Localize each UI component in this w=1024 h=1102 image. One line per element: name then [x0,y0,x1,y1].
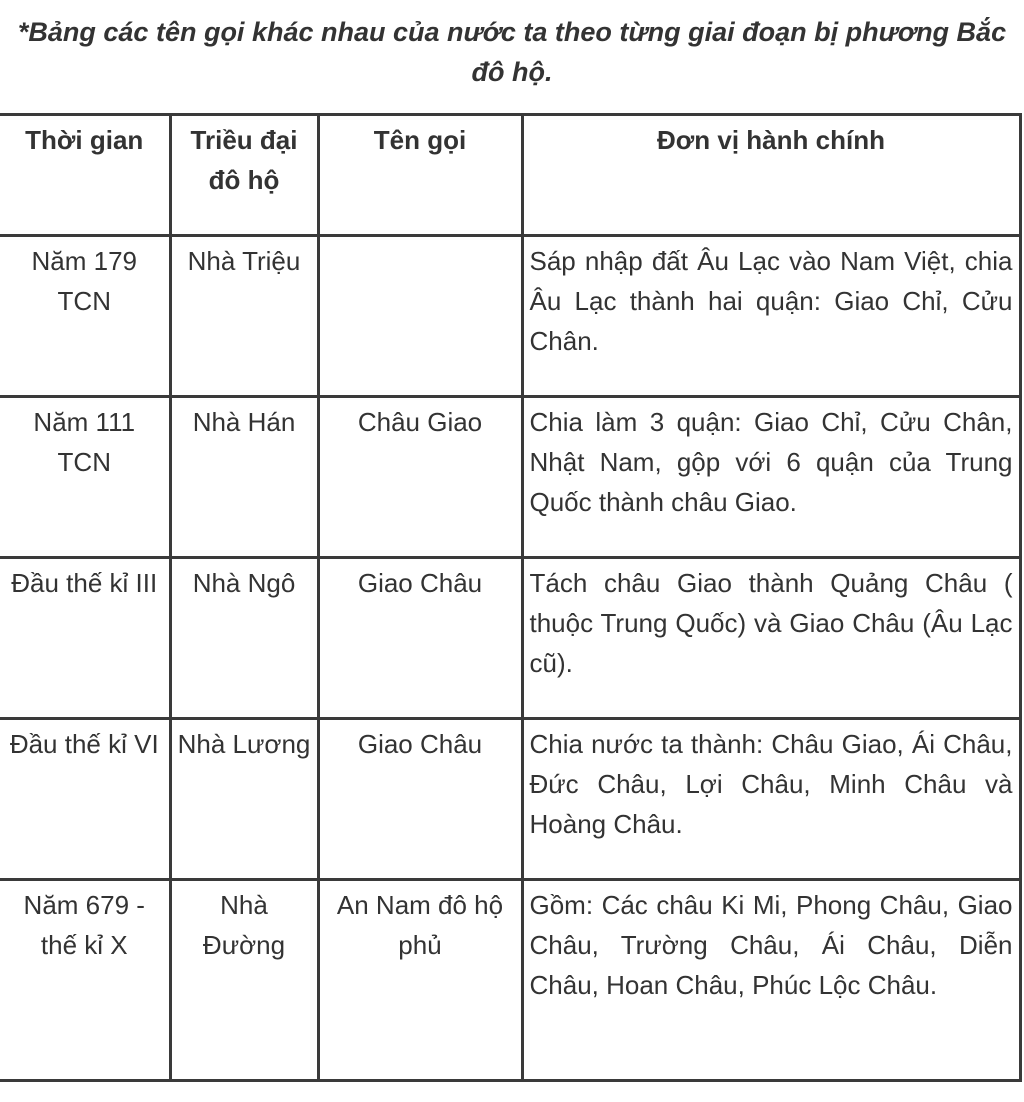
header-dynasty: Triều đại đô hộ [170,115,318,236]
cell-dynasty: Nhà Đường [170,880,318,1081]
cell-time: Năm 179 TCN [0,236,170,397]
cell-name [318,236,522,397]
dynasty-names-table [0,113,1022,1082]
cell-time: Đầu thế kỉ VI [0,719,170,880]
table-row [0,719,1020,880]
table-row [0,397,1020,558]
table-header-row [0,115,1020,236]
cell-admin: Gồm: Các châu Ki Mi, Phong Châu, Giao Châu, Trường Châu, Ái Châu, Diễn Châu, Hoan Châu, Phúc Lộc Châu. [522,880,1020,1081]
table-row [0,558,1020,719]
cell-time: Đầu thế kỉ III [0,558,170,719]
cell-dynasty: Nhà Hán [170,397,318,558]
cell-name: Châu Giao [318,397,522,558]
cell-time: Năm 679 - thế kỉ X [0,880,170,1081]
table-row [0,880,1020,1081]
cell-name: Giao Châu [318,558,522,719]
cell-name: Giao Châu [318,719,522,880]
cell-name: An Nam đô hộ phủ [318,880,522,1081]
header-name: Tên gọi [318,115,522,236]
table-row [0,236,1020,397]
table-caption: *Bảng các tên gọi khác nhau của nước ta theo từng giai đoạn bị phương Bắc đô hộ. [17,17,1007,87]
cell-admin: Chia làm 3 quận: Giao Chỉ, Cửu Chân, Nhật Nam, gộp với 6 quận của Trung Quốc thành châu Giao. [522,397,1020,558]
cell-dynasty: Nhà Lương [170,719,318,880]
cell-admin: Sáp nhập đất Âu Lạc vào Nam Việt, chia Âu Lạc thành hai quận: Giao Chỉ, Cửu Chân. [522,236,1020,397]
cell-time: Năm 111 TCN [0,397,170,558]
cell-admin: Chia nước ta thành: Châu Giao, Ái Châu, Đức Châu, Lợi Châu, Minh Châu và Hoàng Châu. [522,719,1020,880]
cell-dynasty: Nhà Ngô [170,558,318,719]
header-time: Thời gian [0,115,170,236]
cell-dynasty: Nhà Triệu [170,236,318,397]
cell-admin: Tách châu Giao thành Quảng Châu ( thuộc Trung Quốc) và Giao Châu (Âu Lạc cũ). [522,558,1020,719]
header-admin: Đơn vị hành chính [522,115,1020,236]
